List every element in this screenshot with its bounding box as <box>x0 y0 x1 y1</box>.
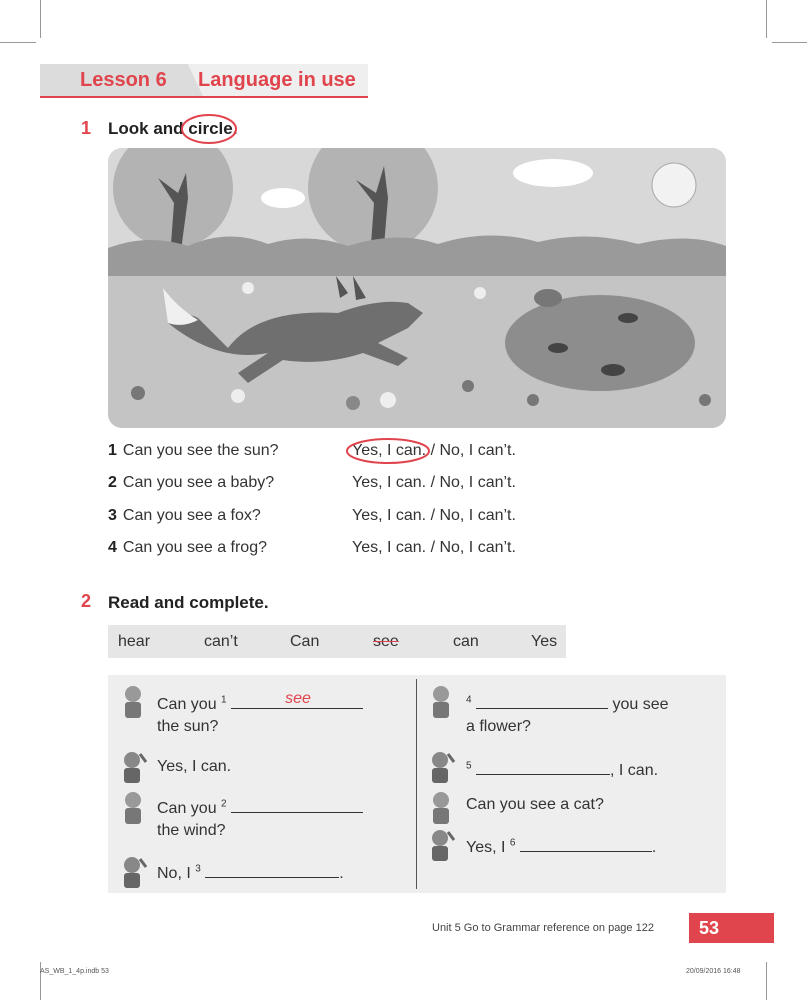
crop-mark <box>766 0 767 38</box>
boy-avatar <box>118 790 148 828</box>
answer-blank-3[interactable] <box>205 861 339 878</box>
park-scene-illustration <box>108 148 726 428</box>
page-number-badge <box>689 913 774 943</box>
word-bank-item-used: see <box>373 633 399 650</box>
word-bank <box>108 625 566 658</box>
answer-4[interactable]: Yes, I can. / No, I can’t. <box>352 539 516 556</box>
boy-avatar <box>426 684 456 722</box>
answer-blank-4[interactable] <box>476 692 608 709</box>
grammar-reference-footer: Unit 5 Go to Grammar reference on page 122 <box>432 922 654 934</box>
print-slug-right: 20/09/2016 16:48 <box>686 968 741 975</box>
girl-avatar <box>118 748 148 786</box>
answer-blank-5[interactable] <box>476 758 610 775</box>
exercise-2-title: Read and complete. <box>108 593 269 612</box>
crop-mark <box>772 42 807 43</box>
dialogue-line-2: Yes, I can. <box>157 758 232 775</box>
answer-3[interactable]: Yes, I can. / No, I can’t. <box>352 507 516 524</box>
print-slug-left: AS_WB_1_4p.indb 53 <box>40 968 109 975</box>
crop-mark <box>40 0 41 38</box>
question-1: 1 Can you see the sun? <box>108 442 279 459</box>
boy-avatar <box>426 790 456 828</box>
circle-example-mark <box>180 112 240 146</box>
crop-mark <box>0 42 36 43</box>
dialogue-line-1: Can you $^1$ see <box>157 692 363 714</box>
page-number: 53 <box>699 918 720 938</box>
girl-avatar <box>426 826 456 864</box>
exercise-1-number: 1 <box>81 118 92 138</box>
answer-2[interactable]: Yes, I can. / No, I can’t. <box>352 474 516 491</box>
girl-avatar <box>426 748 456 786</box>
dialogue-line-5b: a flower? <box>466 718 531 735</box>
word-bank-item: Can <box>290 633 320 650</box>
answer-blank-1[interactable] <box>231 692 363 709</box>
dialogue-line-5: $^4$ you see <box>466 692 669 714</box>
dialogue-line-3: Can you $^2$ <box>157 796 363 818</box>
answer-blank-2[interactable] <box>231 796 363 813</box>
boy-avatar <box>118 684 148 722</box>
question-3: 3 Can you see a fox? <box>108 507 261 524</box>
exercise-1-title: Look and circle. <box>108 119 238 138</box>
word-bank-item: can <box>453 633 479 650</box>
dialogue-line-7: Can you see a cat? <box>466 796 604 813</box>
answer-circle-mark <box>345 436 433 466</box>
panel-divider <box>416 679 417 889</box>
answer-blank-6[interactable] <box>520 835 652 852</box>
word-bank-item: can’t <box>204 633 238 650</box>
dialogue-line-8: Yes, I $^6$ . <box>466 835 656 857</box>
answer-1[interactable]: Yes, I can. / No, I can’t. <box>352 442 516 459</box>
exercise-2-number: 2 <box>81 591 92 611</box>
lesson-title: Language in use <box>198 69 356 91</box>
dialogue-line-3b: the wind? <box>157 822 226 839</box>
word-bank-item: Yes <box>531 633 558 650</box>
dialogue-line-6: $^5$ , I can. <box>466 758 658 780</box>
word-bank-item: hear <box>118 633 151 650</box>
lesson-number: Lesson 6 <box>80 69 167 91</box>
question-2: 2 Can you see a baby? <box>108 474 275 491</box>
girl-avatar <box>118 853 148 891</box>
dialogue-line-4: No, I $^3$ . <box>157 861 344 883</box>
question-4: 4 Can you see a frog? <box>108 539 267 556</box>
dialogue-line-1b: the sun? <box>157 718 219 735</box>
example-answer: see <box>285 690 311 707</box>
crop-mark <box>766 962 767 1000</box>
